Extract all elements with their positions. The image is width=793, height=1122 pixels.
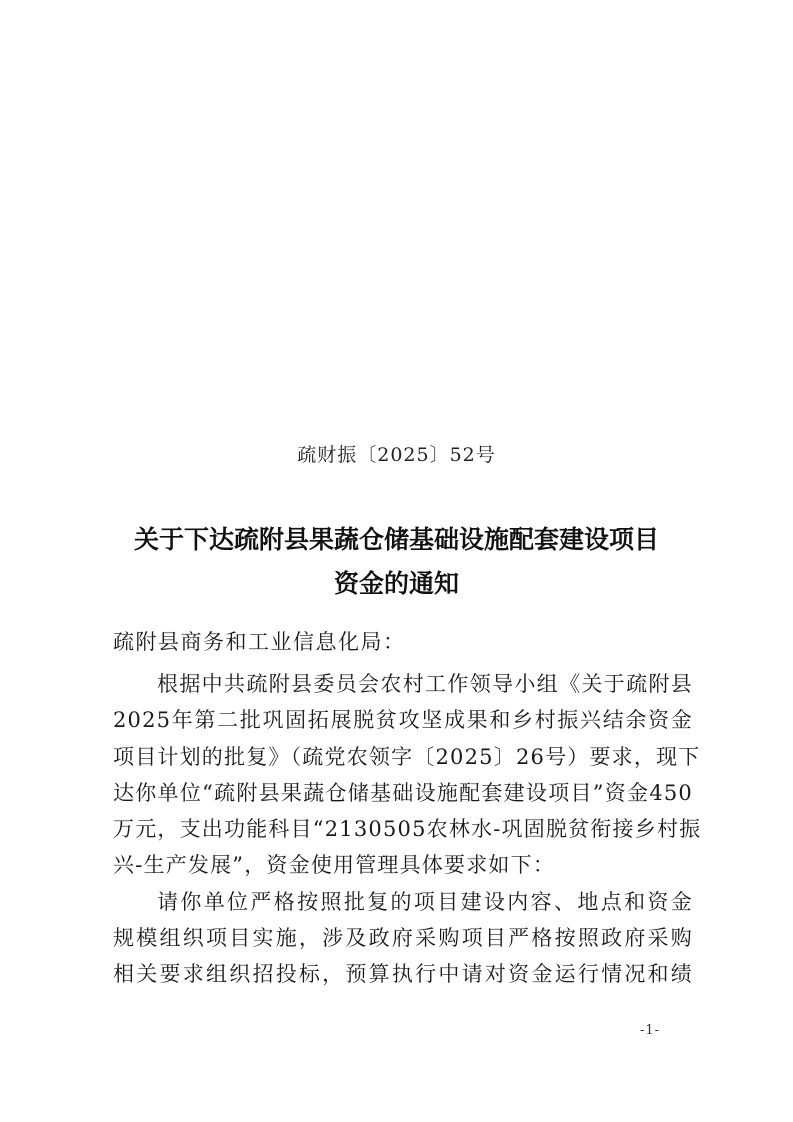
body-line: 达你单位“疏附县果蔬仓储基础设施配套建设项目”资金450 — [113, 780, 693, 805]
title-line-1: 关于下达疏附县果蔬仓储基础设施配套建设项目 — [133, 525, 659, 554]
body-line: 兴-生产发展”，资金使用管理具体要求如下： — [113, 853, 556, 878]
page-number: -1- — [640, 1023, 661, 1038]
body-text — [113, 666, 702, 993]
document-number: 疏财振〔2025〕52号 — [297, 444, 496, 466]
recipient: 疏附县商务和工业信息化局： — [113, 630, 406, 654]
title-line-2: 资金的通知 — [333, 569, 459, 598]
body-line: 相关要求组织招投标，预算执行中请对资金运行情况和绩 — [113, 962, 693, 987]
body-line: 2025年第二批巩固拓展脱贫攻坚成果和乡村振兴结余资金 — [113, 708, 693, 733]
body-line: 万元，支出功能科目“2130505农林水-巩固脱贫衔接乡村振 — [113, 817, 702, 842]
body-line: 根据中共疏附县委员会农村工作领导小组《关于疏附县 — [157, 672, 693, 696]
body-line: 请你单位严格按照批复的项目建设内容、地点和资金 — [157, 889, 693, 914]
body-line: 规模组织项目实施，涉及政府采购项目严格按照政府采购 — [113, 926, 693, 951]
document-title — [100, 518, 693, 606]
body-line: 项目计划的批复》（疏党农领字〔2025〕26号）要求，现下 — [113, 744, 701, 769]
